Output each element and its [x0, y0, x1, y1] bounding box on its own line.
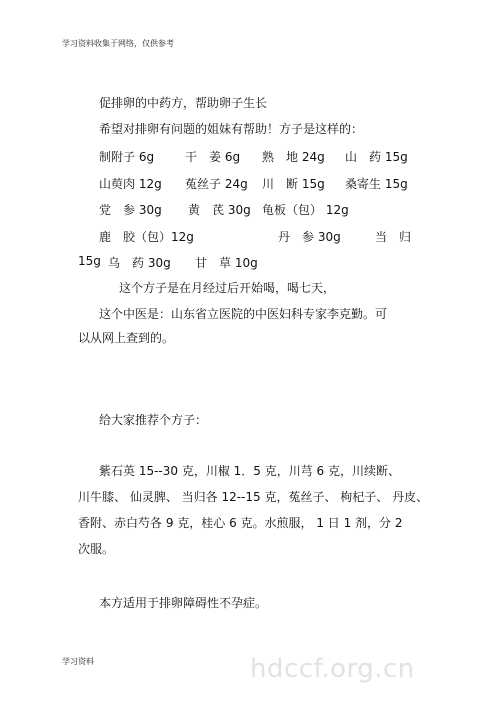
indication-note: 本方适用于排卵障碍性不孕症。: [99, 596, 268, 610]
herb-item: 山 药 15g: [345, 150, 408, 164]
herb-item: 干 姜 6g: [185, 150, 241, 164]
herb-item: 川 断 15g: [262, 177, 325, 191]
herb-item: 山萸肉 12g: [99, 177, 162, 191]
herb-item: 党 参 30g: [99, 203, 162, 217]
recipe-line: 次服。: [78, 542, 115, 556]
watermark-text: hdccf.org.cn: [250, 654, 415, 684]
herb-item: 丹 参 30g: [278, 230, 341, 244]
section1-title: 促排卵的中药方，帮助卵子生长: [99, 96, 268, 110]
herb-item: 当 归: [375, 230, 412, 244]
section1-intro: 希望对排卵有问题的姐妹有帮助！方子是这样的：: [99, 122, 364, 136]
herb-item: 龟板（包） 12g: [262, 203, 349, 217]
herb-item: 乌 药 30g: [108, 256, 171, 270]
herb-item: 菟丝子 24g: [185, 177, 248, 191]
herb-item: 桑寄生 15g: [345, 177, 408, 191]
section2-title: 给大家推荐个方子：: [99, 413, 208, 427]
page-footer: 学习资料: [62, 657, 94, 666]
source-text-line1: 这个中医是：山东省立医院的中医妇科专家李克勤。可: [99, 307, 388, 321]
herb-item: 制附子 6g: [99, 150, 155, 164]
herb-item: 熟 地 24g: [262, 150, 325, 164]
herb-item: 黄 芪 30g: [188, 203, 251, 217]
recipe-line: 香附、赤白芍各 9 克，桂心 6 克。水煎服， 1 日 1 剂，分 2: [78, 516, 403, 530]
herb-item: 15g: [78, 254, 101, 268]
recipe-line: 川牛膝、 仙灵脾、 当归各 12--15 克，菟丝子、 枸杞子、 丹皮、: [78, 490, 429, 504]
usage-text: 这个方子是在月经过后开始喝，喝七天，: [119, 281, 336, 295]
herb-item: 鹿 胶（包）12g: [99, 230, 194, 244]
recipe-line: 紫石英 15--30 克，川椒 1．5 克，川芎 6 克，川续断、: [99, 464, 400, 478]
page-header: 学习资料收集于网络，仅供参考: [62, 39, 174, 48]
herb-item: 甘 草 10g: [195, 256, 258, 270]
source-text-line2: 以从网上查到的。: [78, 331, 175, 345]
